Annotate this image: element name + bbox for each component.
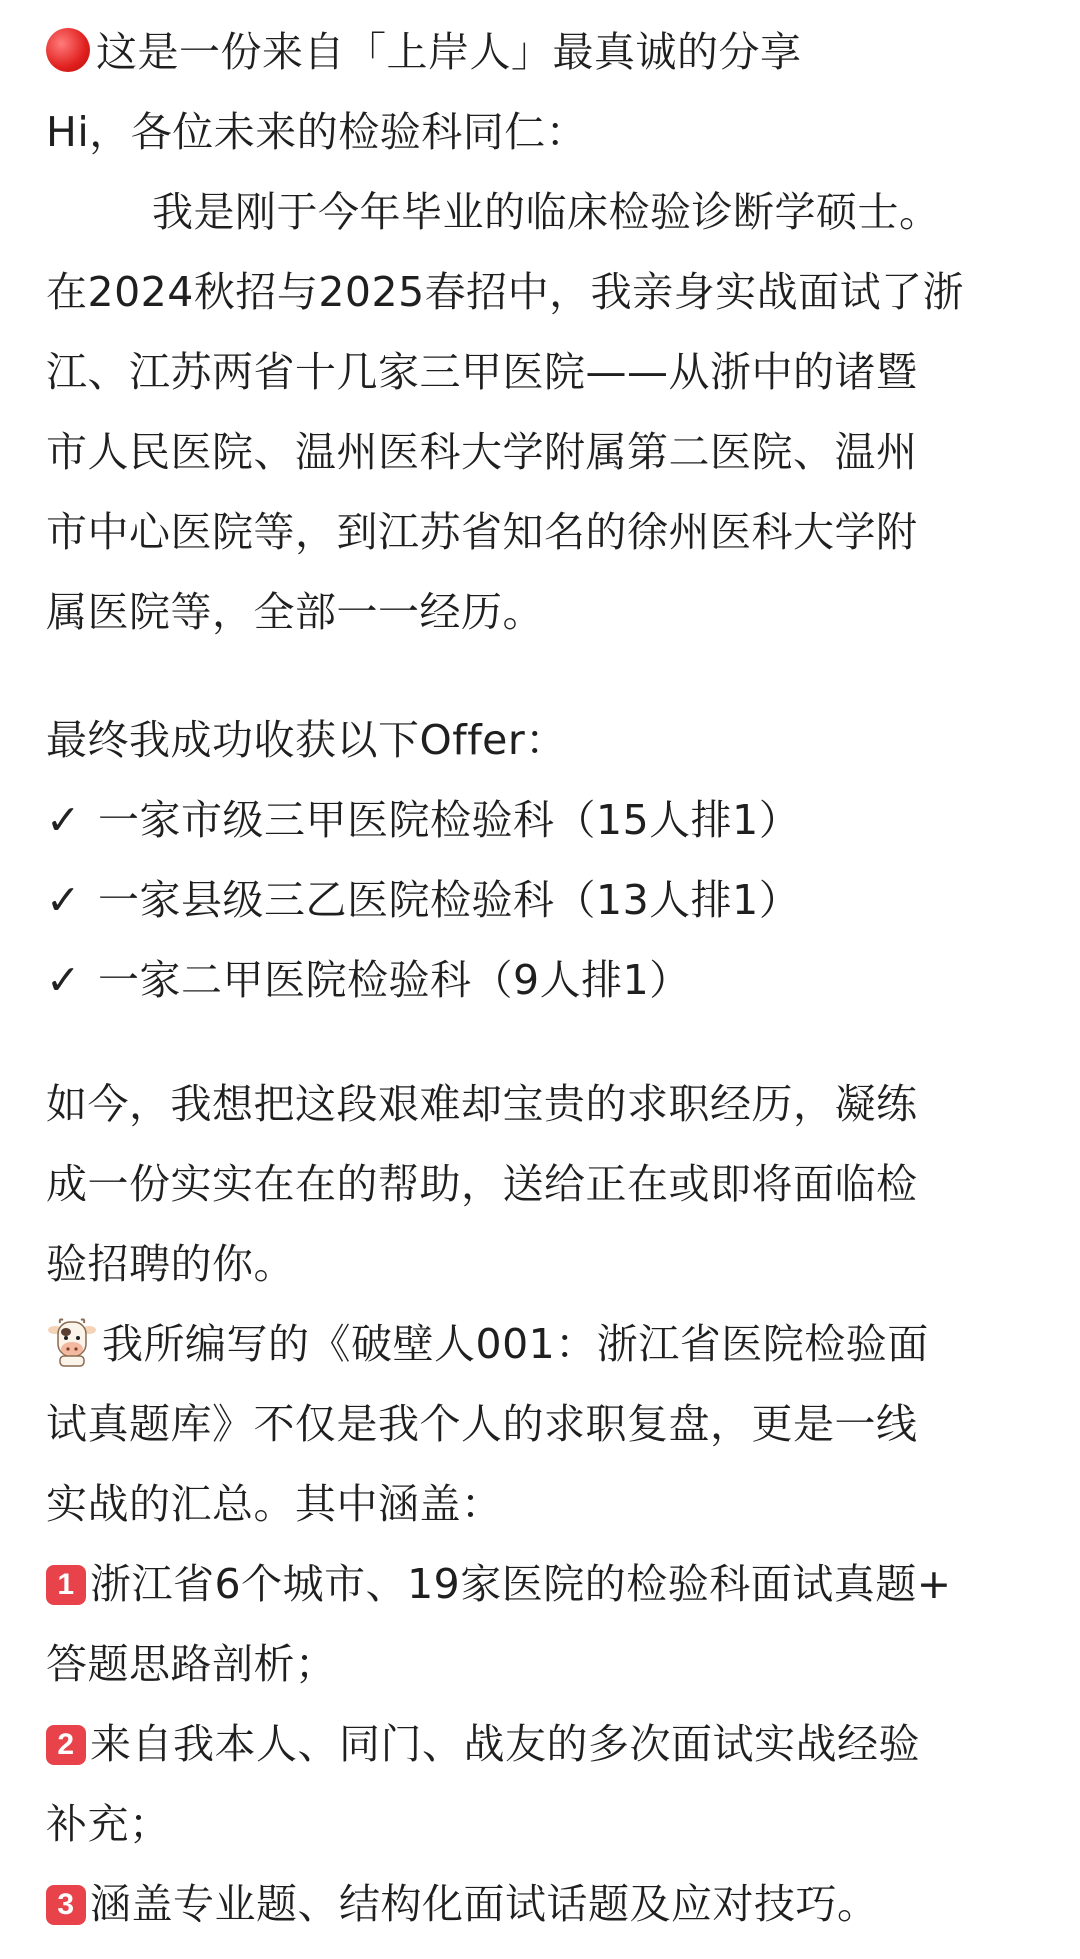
greeting: Hi，各位未来的检验科同仁： [46,108,588,156]
purpose-line: 成一份实实在在的帮助，送给正在或即将面临检 [46,1160,918,1208]
check-icon: ✓ [46,956,81,1004]
intro-line: 我是刚于今年毕业的临床检验诊断学硕士。 [152,188,941,236]
spacer [46,652,1056,700]
offer-item-label: 一家市级三甲医院检验科（15人排1） [98,796,801,844]
book-line [46,1304,1056,1384]
red-circle-icon [46,28,90,72]
offer-item [46,940,1056,1020]
offers-heading: 最终我成功收获以下Offer： [46,716,567,764]
offer-item [46,860,1056,940]
content-item-2 [46,1704,1056,1784]
intro-line: 在2024秋招与2025春招中，我亲身实战面试了浙 [46,268,965,316]
post-title: 这是一份来自「上岸人」最真诚的分享 [96,28,802,76]
content-item-text: 来自我本人、同门、战友的多次面试实战经验 [90,1720,920,1768]
book-line: 实战的汇总。其中涵盖： [46,1480,503,1528]
number-2-badge-icon: 2 [46,1725,86,1765]
number-1-badge-icon: 1 [46,1565,86,1605]
offer-item-label: 一家县级三乙医院检验科（13人排1） [98,876,801,924]
purpose-line: 验招聘的你。 [46,1240,295,1288]
spacer [46,1020,1056,1064]
intro-line: 市人民医院、温州医科大学附属第二医院、温州 [46,428,918,476]
offer-item-label: 一家二甲医院检验科（9人排1） [98,956,691,1004]
intro-line: 市中心医院等，到江苏省知名的徐州医科大学附 [46,508,918,556]
content-item-text: 浙江省6个城市、19家医院的检验科面试真题+ [90,1560,952,1608]
intro-line: 属医院等，全部一一经历。 [46,588,544,636]
intro-line: 江、江苏两省十几家三甲医院——从浙中的诸暨 [46,348,918,396]
check-icon: ✓ [46,796,81,844]
content-item-continuation: 答题思路剖析； [46,1640,337,1688]
post-title-line [46,12,1056,92]
check-icon: ✓ [46,876,81,924]
book-line-text: 我所编写的《破壁人001：浙江省医院检验面 [102,1320,929,1368]
cow-face-icon [46,1314,98,1366]
purpose-line: 如今，我想把这段艰难却宝贵的求职经历，凝练 [46,1080,918,1128]
number-3-badge-icon: 3 [46,1885,86,1925]
content-item-1 [46,1544,1056,1624]
content-item-continuation: 补充； [46,1800,171,1848]
book-line: 试真题库》不仅是我个人的求职复盘，更是一线 [46,1400,918,1448]
content-item-text: 涵盖专业题、结构化面试话题及应对技巧。 [90,1880,879,1928]
offer-item [46,780,1056,860]
content-item-3 [46,1864,1056,1944]
